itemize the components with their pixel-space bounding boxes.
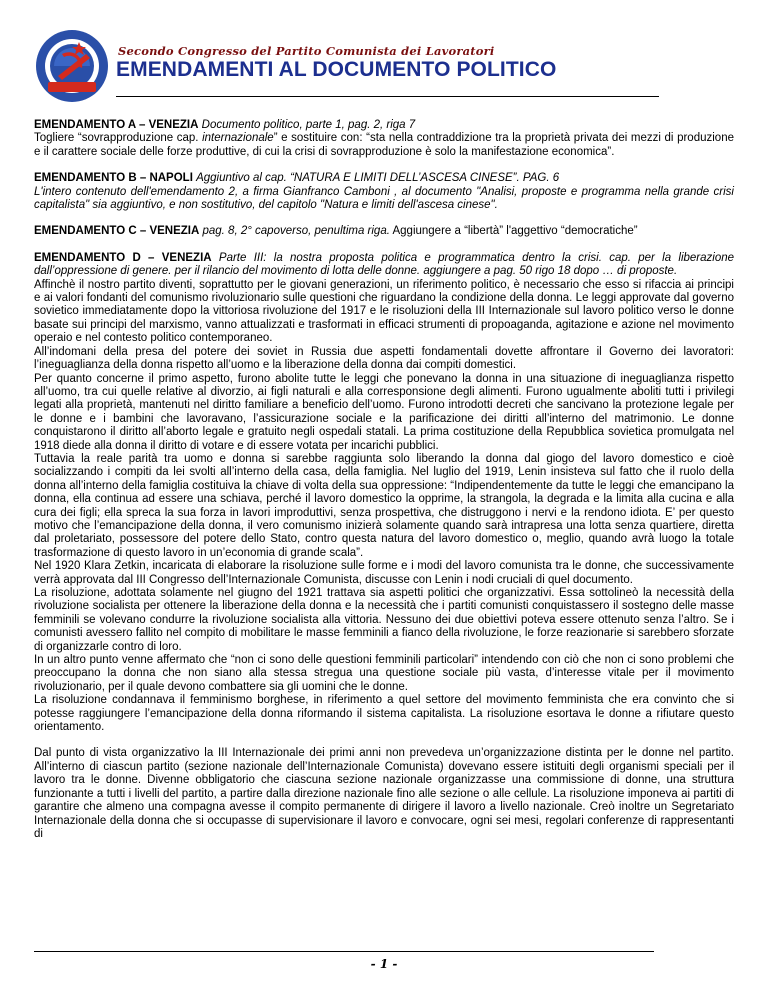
amendment-a [34, 119, 734, 159]
paragraph: All’indomani della presa del potere dei soviet in Russia due aspetti fondamentali dovette affrontare il Governo dei lavoratori: l’ineguaglianza della donna rispetto all’uomo e la liberazione della donna dai compiti domestici. [34, 345, 734, 372]
document-body [34, 119, 734, 841]
amendment-text: Aggiungere a “libertà” l'aggettivo “democratiche” [389, 225, 638, 238]
page-number: - 1 - [370, 957, 398, 971]
paragraph: Nel 1920 Klara Zetkin, incaricata di elaborare la risoluzione sulle forme e i modi del lavoro comunista tra le donne, che successivamente verrà approvata dal III Congresso dell’Internazionale Comunista, discusse con Lenin i nodi cruciali di quel documento. [34, 560, 734, 586]
amendment-c [34, 225, 734, 238]
amendment-reference: pag. 8, 2° capoverso, penultima riga. [202, 225, 390, 238]
paragraph: La risoluzione condannava il femminismo borghese, in riferimento a quel settore del movimento femminista che era convinto che si potesse raggiungere l’emancipazione della donna riformando il sistema capitalista. La risoluzione esortava le donne a rifiutare questo orientamento. [34, 694, 734, 734]
amendment-label: EMENDAMENTO C – VENEZIA [34, 225, 200, 238]
paragraph: Dal punto di vista organizzativo la III Internazionale dei primi anni non prevedeva un’organizzazione distinta per le donne nel partito. All’interno di ciascun partito (sezione nazionale dell’Internazionale Comunista) dovevano essere istituiti degli organismi speciali per il lavoro tra le donne. Divenne obbligatorio che ciascuna sezione nazionale organizzasse una commissione di donne, una struttura funzionante a tutti i livelli del partito, a partire dalla direzione nazionale fino alle sezione o alle cellule. La risoluzione imponeva ai partiti di garantire che almeno una compagna avesse il compito permanente di dirigere il lavoro a livello nazionale. Creò inoltre un Segretariato Internazionale della donna che si occupasse di supervisionare il lavoro e convocare, ogni sei mesi, regolari conferenze di rappresentanti di [34, 747, 734, 840]
amendment-label: EMENDAMENTO B – NAPOLI [34, 172, 193, 185]
footer-divider [34, 951, 654, 952]
amendment-text: ” e sostituire con: “sta nella contraddizione tra la proprietà privata dei mezzi di produzione e il carattere sociale delle forze produttive, di cui la crisi di sovrapproduzione è solo la manifestazione economica”. [34, 132, 734, 158]
amendment-b [34, 172, 734, 212]
document-header [34, 28, 734, 98]
amendment-label: EMENDAMENTO A – VENEZIA [34, 119, 199, 131]
amendment-d-heading [34, 252, 734, 279]
amendment-text: L'intero contenuto dell'emendamento 2, a firma Gianfranco Camboni , al documento "Analisi, proposte e programma nella grande crisi capitalista" sia aggiuntivo, e non sostitutivo, del capitolo "Natura e limiti dell'ascesa cinese". [34, 185, 734, 212]
paragraph: Affinchè il nostro partito diventi, soprattutto per le giovani generazioni, un riferimento politico, è necessario che esso si rifaccia ai principi e ai valori fondanti del comunismo rivoluzionario sulle questioni che riguardano la condizione della donna. Le leggi approvate dal governo sovietico immediatamente dopo la vittoriosa rivoluzione del 1917 e le risoluzioni della III Internazionale sul lavoro politico verso le donne basate sui principi del marxismo, vanno attualizzati e trasformati in efficaci strumenti di propoaganda, agitazione e azione nel movimento operaio e nel contesto politico contemporaneo. [34, 278, 734, 345]
amendment-reference: Documento politico, parte 1, pag. 2, riga 7 [201, 119, 416, 131]
amendment-label: EMENDAMENTO D – VENEZIA [34, 251, 212, 264]
paragraph: In un altro punto venne affermato che “non ci sono delle questioni femminili particolari” intendendo con ciò che non ci sono problemi che preoccupano la donna che non siano alla stessa stregua una questione sociale più vasta, d’interesse vitale per il movimento rivoluzionario, per il quale devono combattere sia gli uomini che le donne. [34, 654, 734, 693]
party-logo-icon [34, 28, 110, 104]
amendment-reference: Aggiuntivo al cap. “NATURA E LIMITI DELL’ASCESA CINESE”. PAG. 6 [196, 172, 560, 185]
document-title: EMENDAMENTI AL DOCUMENTO POLITICO [116, 58, 557, 81]
amendment-text-italic: internazionale [202, 132, 274, 145]
amendment-reference: Parte III: la nostra proposta politica e programmatica dentro la crisi. cap. per la liberazione dall’oppressione di genere. per il rilancio del movimento di lotta delle donne. aggiungere a pag. 50 rigo 18 dopo … di proposte. [34, 251, 735, 278]
paragraph: Tuttavia la reale parità tra uomo e donna si sarebbe raggiunta solo liberando la donna dal giogo del lavoro domestico e cioè socializzando i compiti da lei svolti all’interno della casa, della famiglia. Nel luglio del 1919, Lenin insisteva sul fatto che il ruolo della donna all’interno della famiglia costituiva la chiave di volta della sua oppressione: “Indipendentemente da tutte le leggi che emancipano la donna, ella continua ad essere una schiava, perché il lavoro domestico la opprime, la strangola, la degrada e la limita alla cucina e alla cura dei figli; ella spreca la sua forza in lavori improduttivi, senza prospettiva, che distruggono i nervi e la rendono idiota. E’ per questo motivo che l’emancipazione della donna, il vero comunismo inizierà solamente quando sarà intrapresa una lotta senza quartiere, diretta dal proletariato, possessore del potere dello Stato, contro questa natura del lavoro domestico o, meglio, quando avrà luogo la totale trasformazione di questo lavoro in un’economia di grande scala”. [34, 452, 734, 559]
paragraph: La risoluzione, adottata solamente nel giugno del 1921 trattava sia aspetti politici che organizzativi. Essa sottolineò la necessità della rivoluzione socialista per ottenere la liberazione della donna e la necessità che i partiti comunisti conquistassero il sostegno delle masse femminili se volevano condurre la rivoluzione socialista alla vittoria. Nessuno dei due obiettivi poteva essere ottenuto senza l’altro. Se i comunisti avessero fallito nel compito di mobilitare le masse femminili a fianco della rivoluzione, le forze reazionarie si sarebbero sforzate di organizzarle contro di loro. [34, 587, 734, 653]
congress-subtitle: Secondo Congresso del Partito Comunista dei Lavoratori [118, 44, 495, 58]
paragraph: Per quanto concerne il primo aspetto, furono abolite tutte le leggi che ponevano la donna in una situazione di ineguaglianza rispetto all’uomo, tra cui quelle relative al divorzio, ai figli naturali e alla corresponsione degli alimenti. Furono ugualmente aboliti tutti i privilegi legati alla proprietà, mantenuti nel diritto familiare a beneficio dell’uomo. Furono introdotti decreti che sancivano la protezione legale per le donne e i bambini che lavoravano, l’assicurazione sociale e la parificazione dei diritti all’interno del matrimonio. Le donne conquistarono il diritto all’aborto legale e gratuito negli ospedali statali. La prima costituzione della Repubblica sovietica promulgata nel 1918 diede alla donna il diritto di votare e di essere votata per incarichi pubblici. [34, 372, 734, 452]
amendment-text: Togliere “sovrapproduzione cap. [34, 132, 203, 145]
header-divider [116, 96, 659, 97]
